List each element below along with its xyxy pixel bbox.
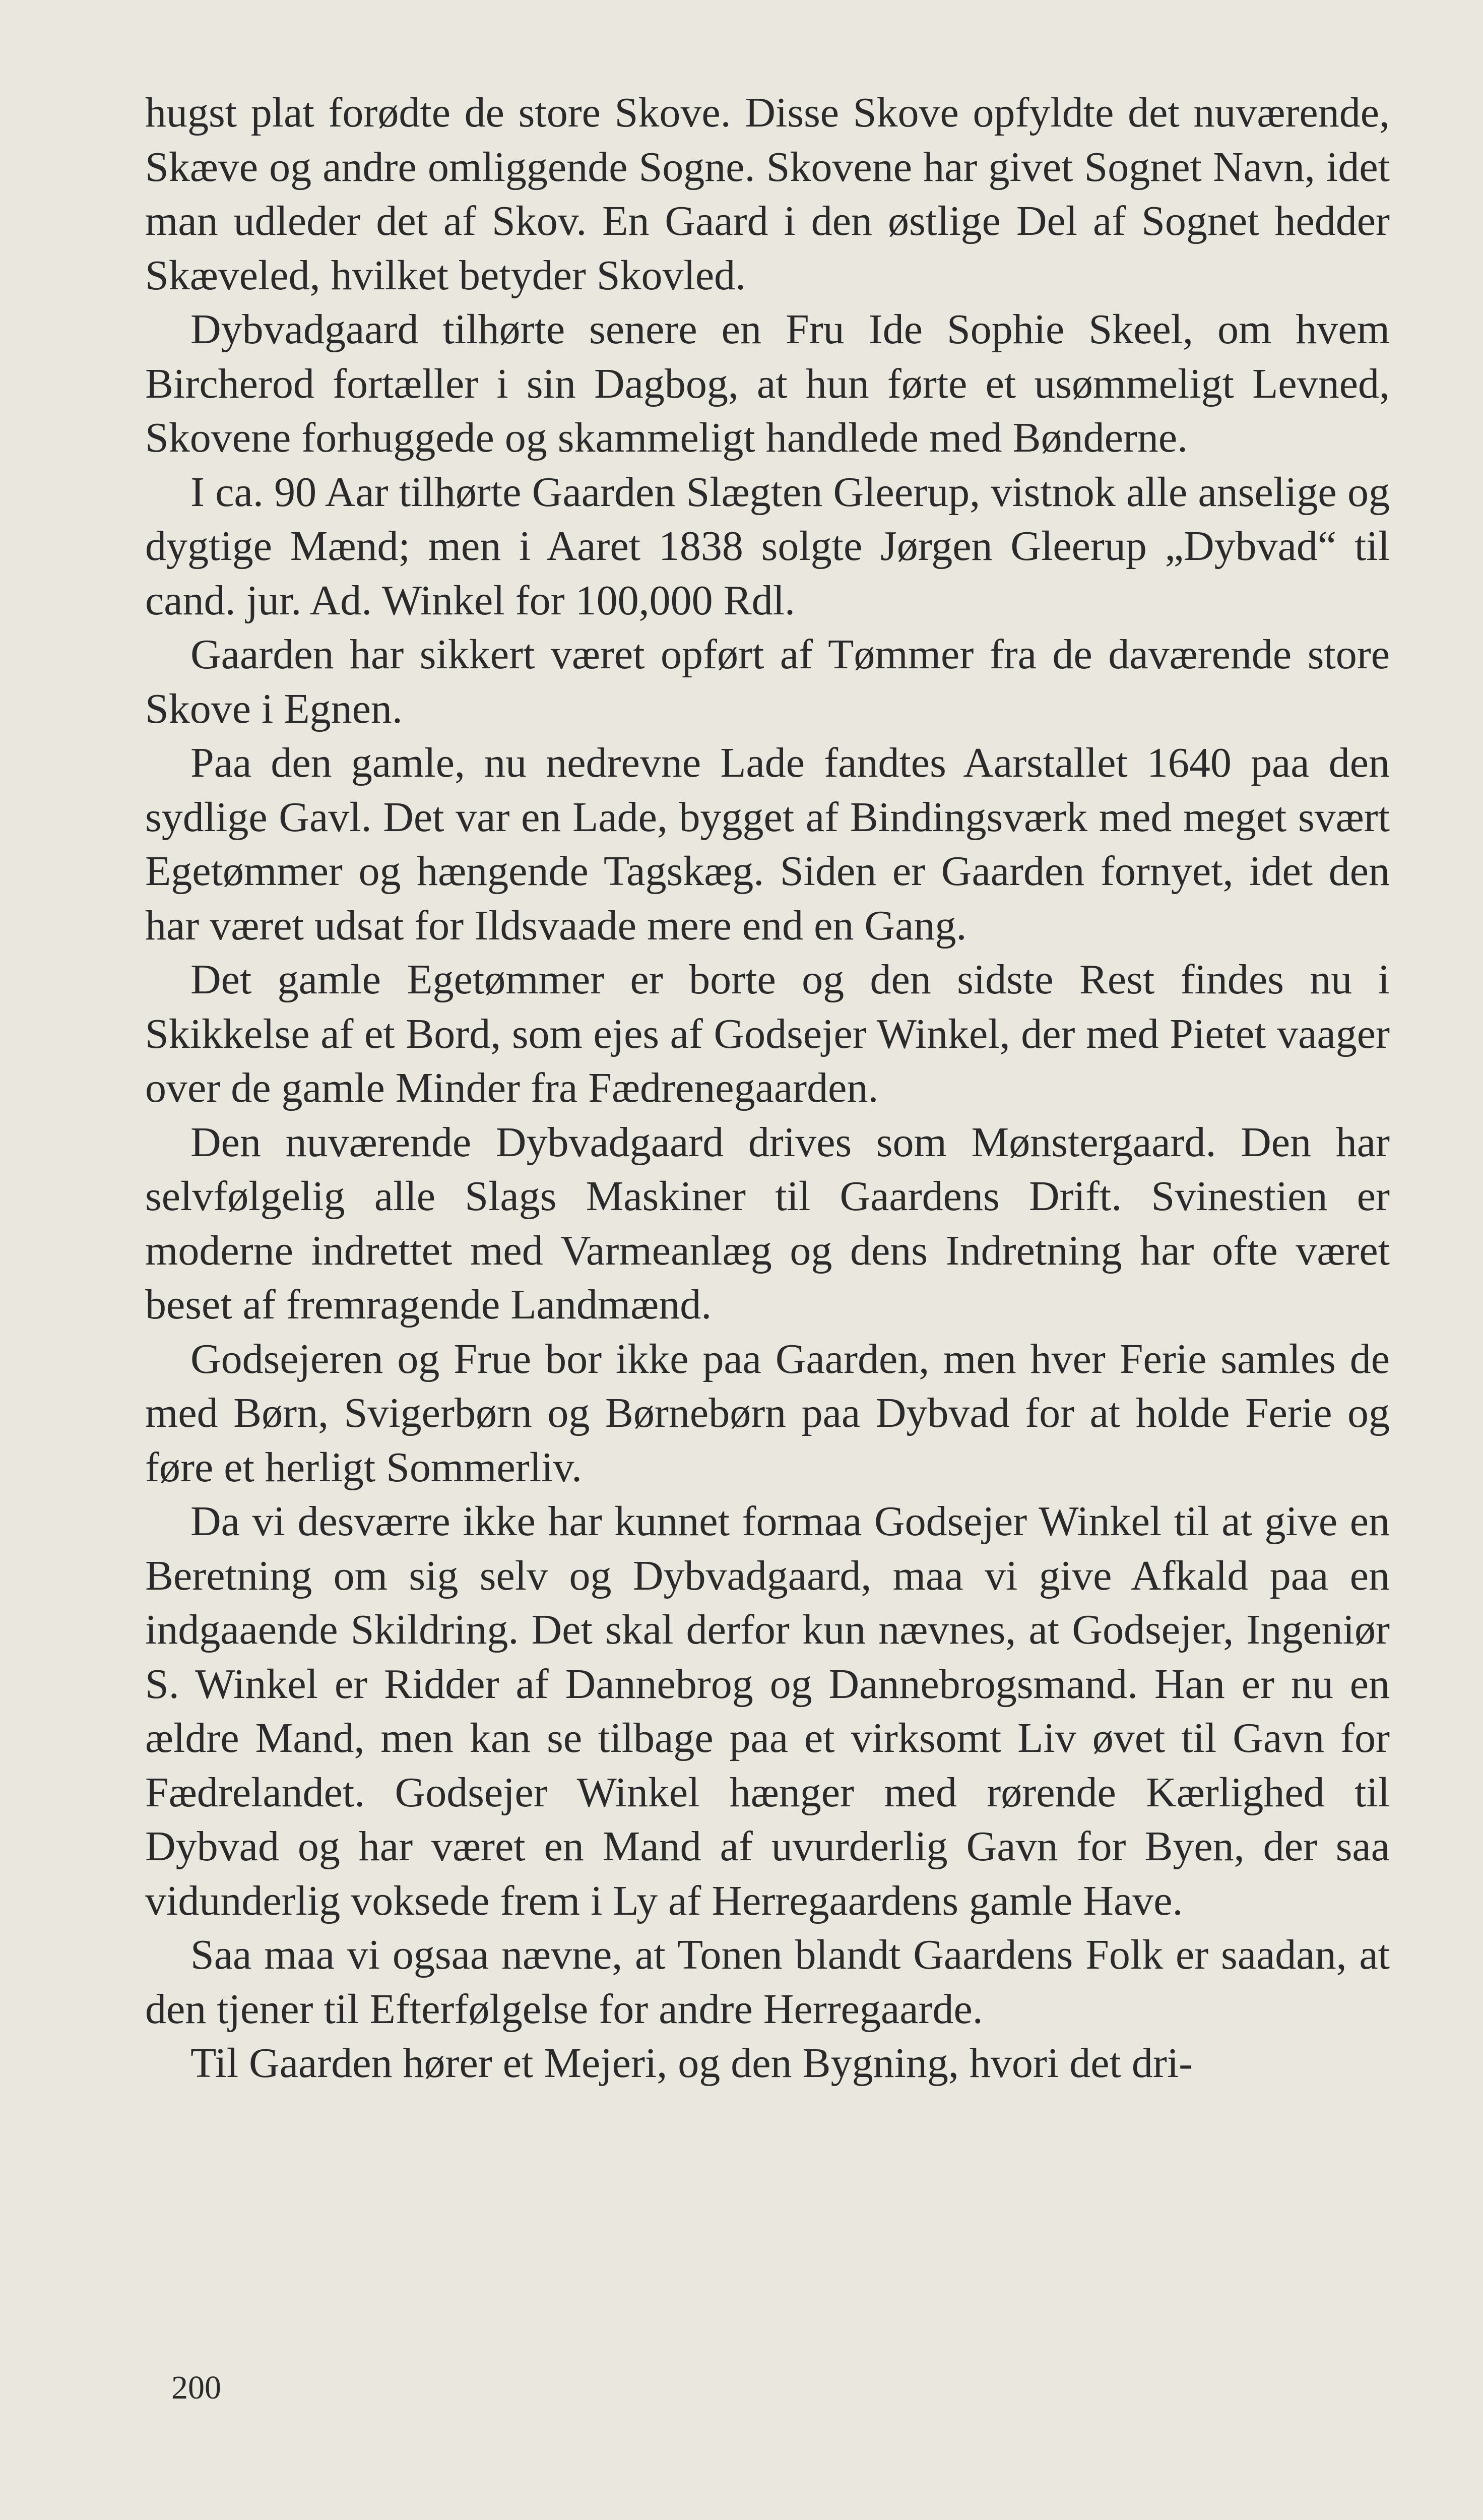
paragraph-1: hugst plat forødte de store Skove. Disse Skove opfyldte det nuværende, Skæve og andre omliggende Sogne. Skovene har givet Sognet Navn, idet man udleder det af Skov. En Gaard i den østlige Del af Sognet hedder Skæveled, hvilket betyder Skovled. <box>145 89 1390 299</box>
paragraph-5: Paa den gamle, nu nedrevne Lade fandtes Aarstallet 1640 paa den sydlige Gavl. Det var en Lade, bygget af Bindingsværk med meget svært Egetømmer og hængende Tagskæg. Siden er Gaarden fornyet, idet den har været udsat for Ildsvaade mere end en Gang. <box>145 739 1390 949</box>
paragraph-2: Dybvadgaard tilhørte senere en Fru Ide Sophie Skeel, om hvem Bircherod fortæller i sin Dagbog, at hun førte et usømmeligt Levned, Skovene forhuggede og skammeligt handlede med Bønderne. <box>145 306 1390 461</box>
paragraph-8: Godsejeren og Frue bor ikke paa Gaarden, men hver Ferie samles de med Børn, Svigerbørn og Børnebørn paa Dybvad for at holde Ferie og føre et herligt Sommerliv. <box>145 1335 1390 1491</box>
paragraph-9: Da vi desværre ikke har kunnet formaa Godsejer Winkel til at give en Beretning om sig selv og Dybvadgaard, maa vi give Afkald paa en indgaaende Skildring. Det skal derfor kun nævnes, at Godsejer, Ingeniør S. Winkel er Ridder af Dannebrog og Dannebrogsmand. Han er nu en ældre Mand, men kan se tilbage paa et virksomt Liv øvet til Gavn for Fædrelandet. Godsejer Winkel hænger med rørende Kærlighed til Dybvad og har været en Mand af uvurderlig Gavn for Byen, der saa vidunderlig voksede frem i Ly af Herregaardens gamle Have. <box>145 1498 1390 1924</box>
paragraph-3: I ca. 90 Aar tilhørte Gaarden Slægten Gleerup, vistnok alle anselige og dygtige Mænd; men i Aaret 1838 solgte Jørgen Gleerup „Dybvad“ til cand. jur. Ad. Winkel for 100,000 Rdl. <box>145 468 1390 624</box>
body-text <box>145 86 1390 2091</box>
paragraph-4: Gaarden har sikkert været opført af Tømmer fra de daværende store Skove i Egnen. <box>145 631 1390 732</box>
paragraph-7: Den nuværende Dybvadgaard drives som Mønstergaard. Den har selvfølgelig alle Slags Maskiner til Gaardens Drift. Svinestien er moderne indrettet med Varmeanlæg og dens Indretning har ofte været beset af fremragende Landmænd. <box>145 1118 1390 1328</box>
page-number: 200 <box>171 2369 221 2406</box>
paragraph-11: Til Gaarden hører et Mejeri, og den Bygning, hvori det dri- <box>190 2040 1193 2087</box>
paragraph-6: Det gamle Egetømmer er borte og den sidste Rest findes nu i Skikkelse af et Bord, som ejes af Godsejer Winkel, der med Pietet vaager over de gamle Minder fra Fædrenegaarden. <box>145 956 1390 1111</box>
paragraph-10: Saa maa vi ogsaa nævne, at Tonen blandt Gaardens Folk er saadan, at den tjener til Efterfølgelse for andre Herregaarde. <box>145 1931 1390 2033</box>
